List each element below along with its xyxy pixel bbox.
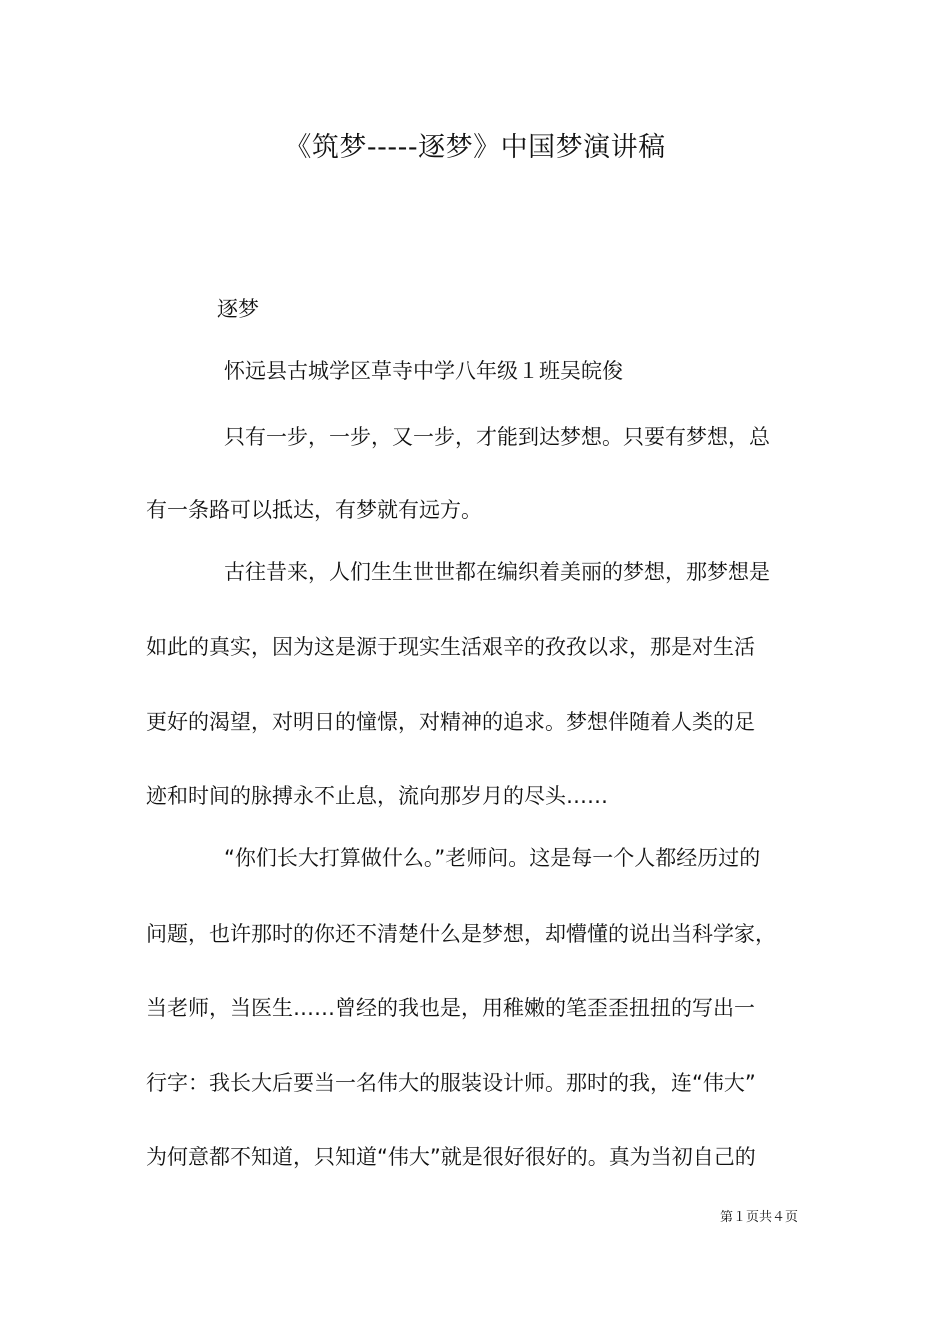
paragraph-line: 更好的渴望，对明日的憧憬，对精神的追求。梦想伴随着人类的足 [146, 710, 755, 734]
paragraph-line: 当老师，当医生……曾经的我也是，用稚嫩的笔歪歪扭扭的写出一 [146, 996, 755, 1020]
paragraph-line: 行字：我长大后要当一名伟大的服装设计师。那时的我，连“伟大” [146, 1071, 756, 1095]
paragraph-line: 为何意都不知道，只知道“伟大”就是很好很好的。真为当初自己的 [146, 1145, 756, 1169]
paragraph-line: 古往昔来，人们生生世世都在编织着美丽的梦想，那梦想是 [224, 560, 770, 584]
paragraph-line: 迹和时间的脉搏永不止息，流向那岁月的尽头…… [146, 784, 608, 808]
paragraph-line: “你们长大打算做什么。”老师问。这是每一个人都经历过的 [224, 846, 761, 870]
document-title: 《筑梦-----逐梦》中国梦演讲稿 [284, 132, 666, 163]
subheading: 逐梦 [217, 297, 259, 321]
paragraph-line: 问题，也许那时的你还不清楚什么是梦想，却懵懂的说出当科学家， [146, 922, 776, 946]
paragraph-line: 如此的真实，因为这是源于现实生活艰辛的孜孜以求，那是对生活 [146, 635, 755, 659]
page-number: 第１页共４页 [720, 1210, 799, 1225]
paragraph-line: 只有一步，一步，又一步，才能到达梦想。只要有梦想，总 [224, 425, 770, 449]
author-line: 怀远县古城学区草寺中学八年级１班吴皖俊 [224, 359, 623, 383]
paragraph-line: 有一条路可以抵达，有梦就有远方。 [146, 498, 482, 522]
